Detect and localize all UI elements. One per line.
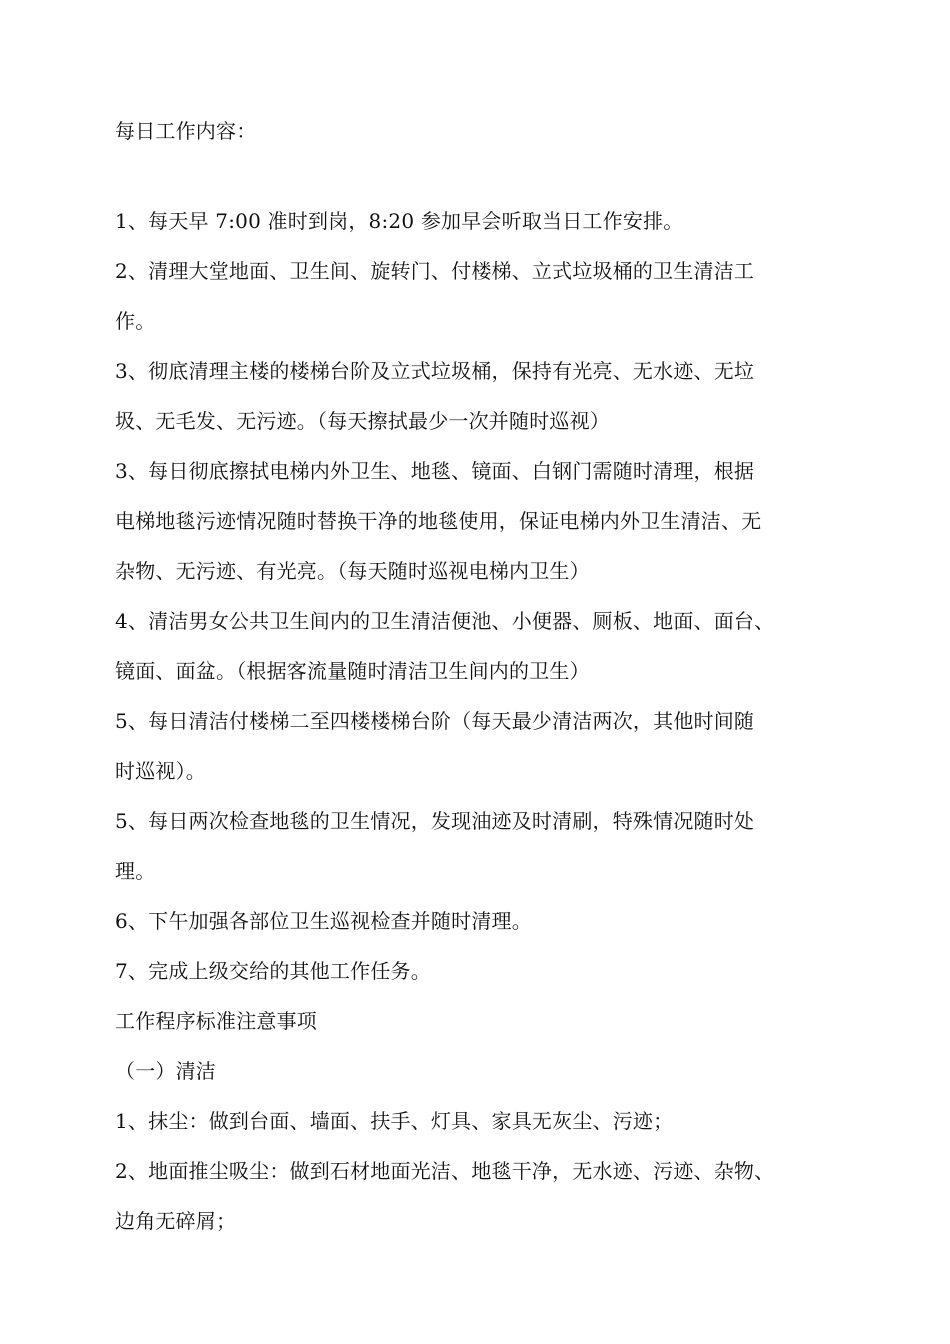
daily-work-heading: 每日工作内容： [115, 119, 257, 143]
text-line-12: 时巡视）。 [115, 759, 206, 783]
text-line-7: 电梯地毯污迹情况随时替换干净的地毯使用，保证电梯内外卫生清洁、无 [115, 509, 762, 533]
text-line-20: 2、地面推尘吸尘：做到石材地面光洁、地毯干净，无水迹、污迹、杂物、 [115, 1159, 775, 1183]
text-line-19: 1、抹尘：做到台面、墙面、扶手、灯具、家具无灰尘、污迹； [115, 1109, 674, 1133]
text-line-1: 1、每天早 7:00 准时到岗，8:20 参加早会听取当日工作安排。 [115, 209, 684, 233]
cleaning-subheading: （一）清洁 [115, 1059, 216, 1083]
text-line-9: 4、清洁男女公共卫生间内的卫生清洁便池、小便器、厕板、地面、面台、 [115, 609, 775, 633]
text-line-15: 6、下午加强各部位卫生巡视检查并随时清理。 [115, 909, 532, 933]
text-line-21: 边角无碎屑； [115, 1209, 237, 1233]
text-line-11: 5、每日清洁付楼梯二至四楼楼梯台阶（每天最少清洁两次，其他时间随 [115, 709, 755, 733]
text-line-10: 镜面、面盆。（根据客流量随时清洁卫生间内的卫生） [115, 659, 590, 683]
text-line-6: 3、每日彻底擦拭电梯内外卫生、地毯、镜面、白钢门需随时清理，根据 [115, 459, 755, 483]
paragraph-gap [115, 156, 840, 196]
document-body [115, 106, 840, 1246]
text-line-16: 7、完成上级交给的其他工作任务。 [115, 959, 431, 983]
procedure-heading: 工作程序标准注意事项 [115, 1009, 317, 1033]
text-line-14: 理。 [115, 859, 156, 883]
text-line-13: 5、每日两次检查地毯的卫生情况，发现油迹及时清刷，特殊情况随时处 [115, 809, 755, 833]
text-line-4: 3、彻底清理主楼的楼梯台阶及立式垃圾桶，保持有光亮、无水迹、无垃 [115, 359, 755, 383]
text-line-5: 圾、无毛发、无污迹。（每天擦拭最少一次并随时巡视） [115, 409, 610, 433]
text-line-2: 2、清理大堂地面、卫生间、旋转门、付楼梯、立式垃圾桶的卫生清洁工 [115, 259, 755, 283]
text-line-3: 作。 [115, 309, 156, 333]
text-line-8: 杂物、无污迹、有光亮。（每天随时巡视电梯内卫生） [115, 559, 590, 583]
